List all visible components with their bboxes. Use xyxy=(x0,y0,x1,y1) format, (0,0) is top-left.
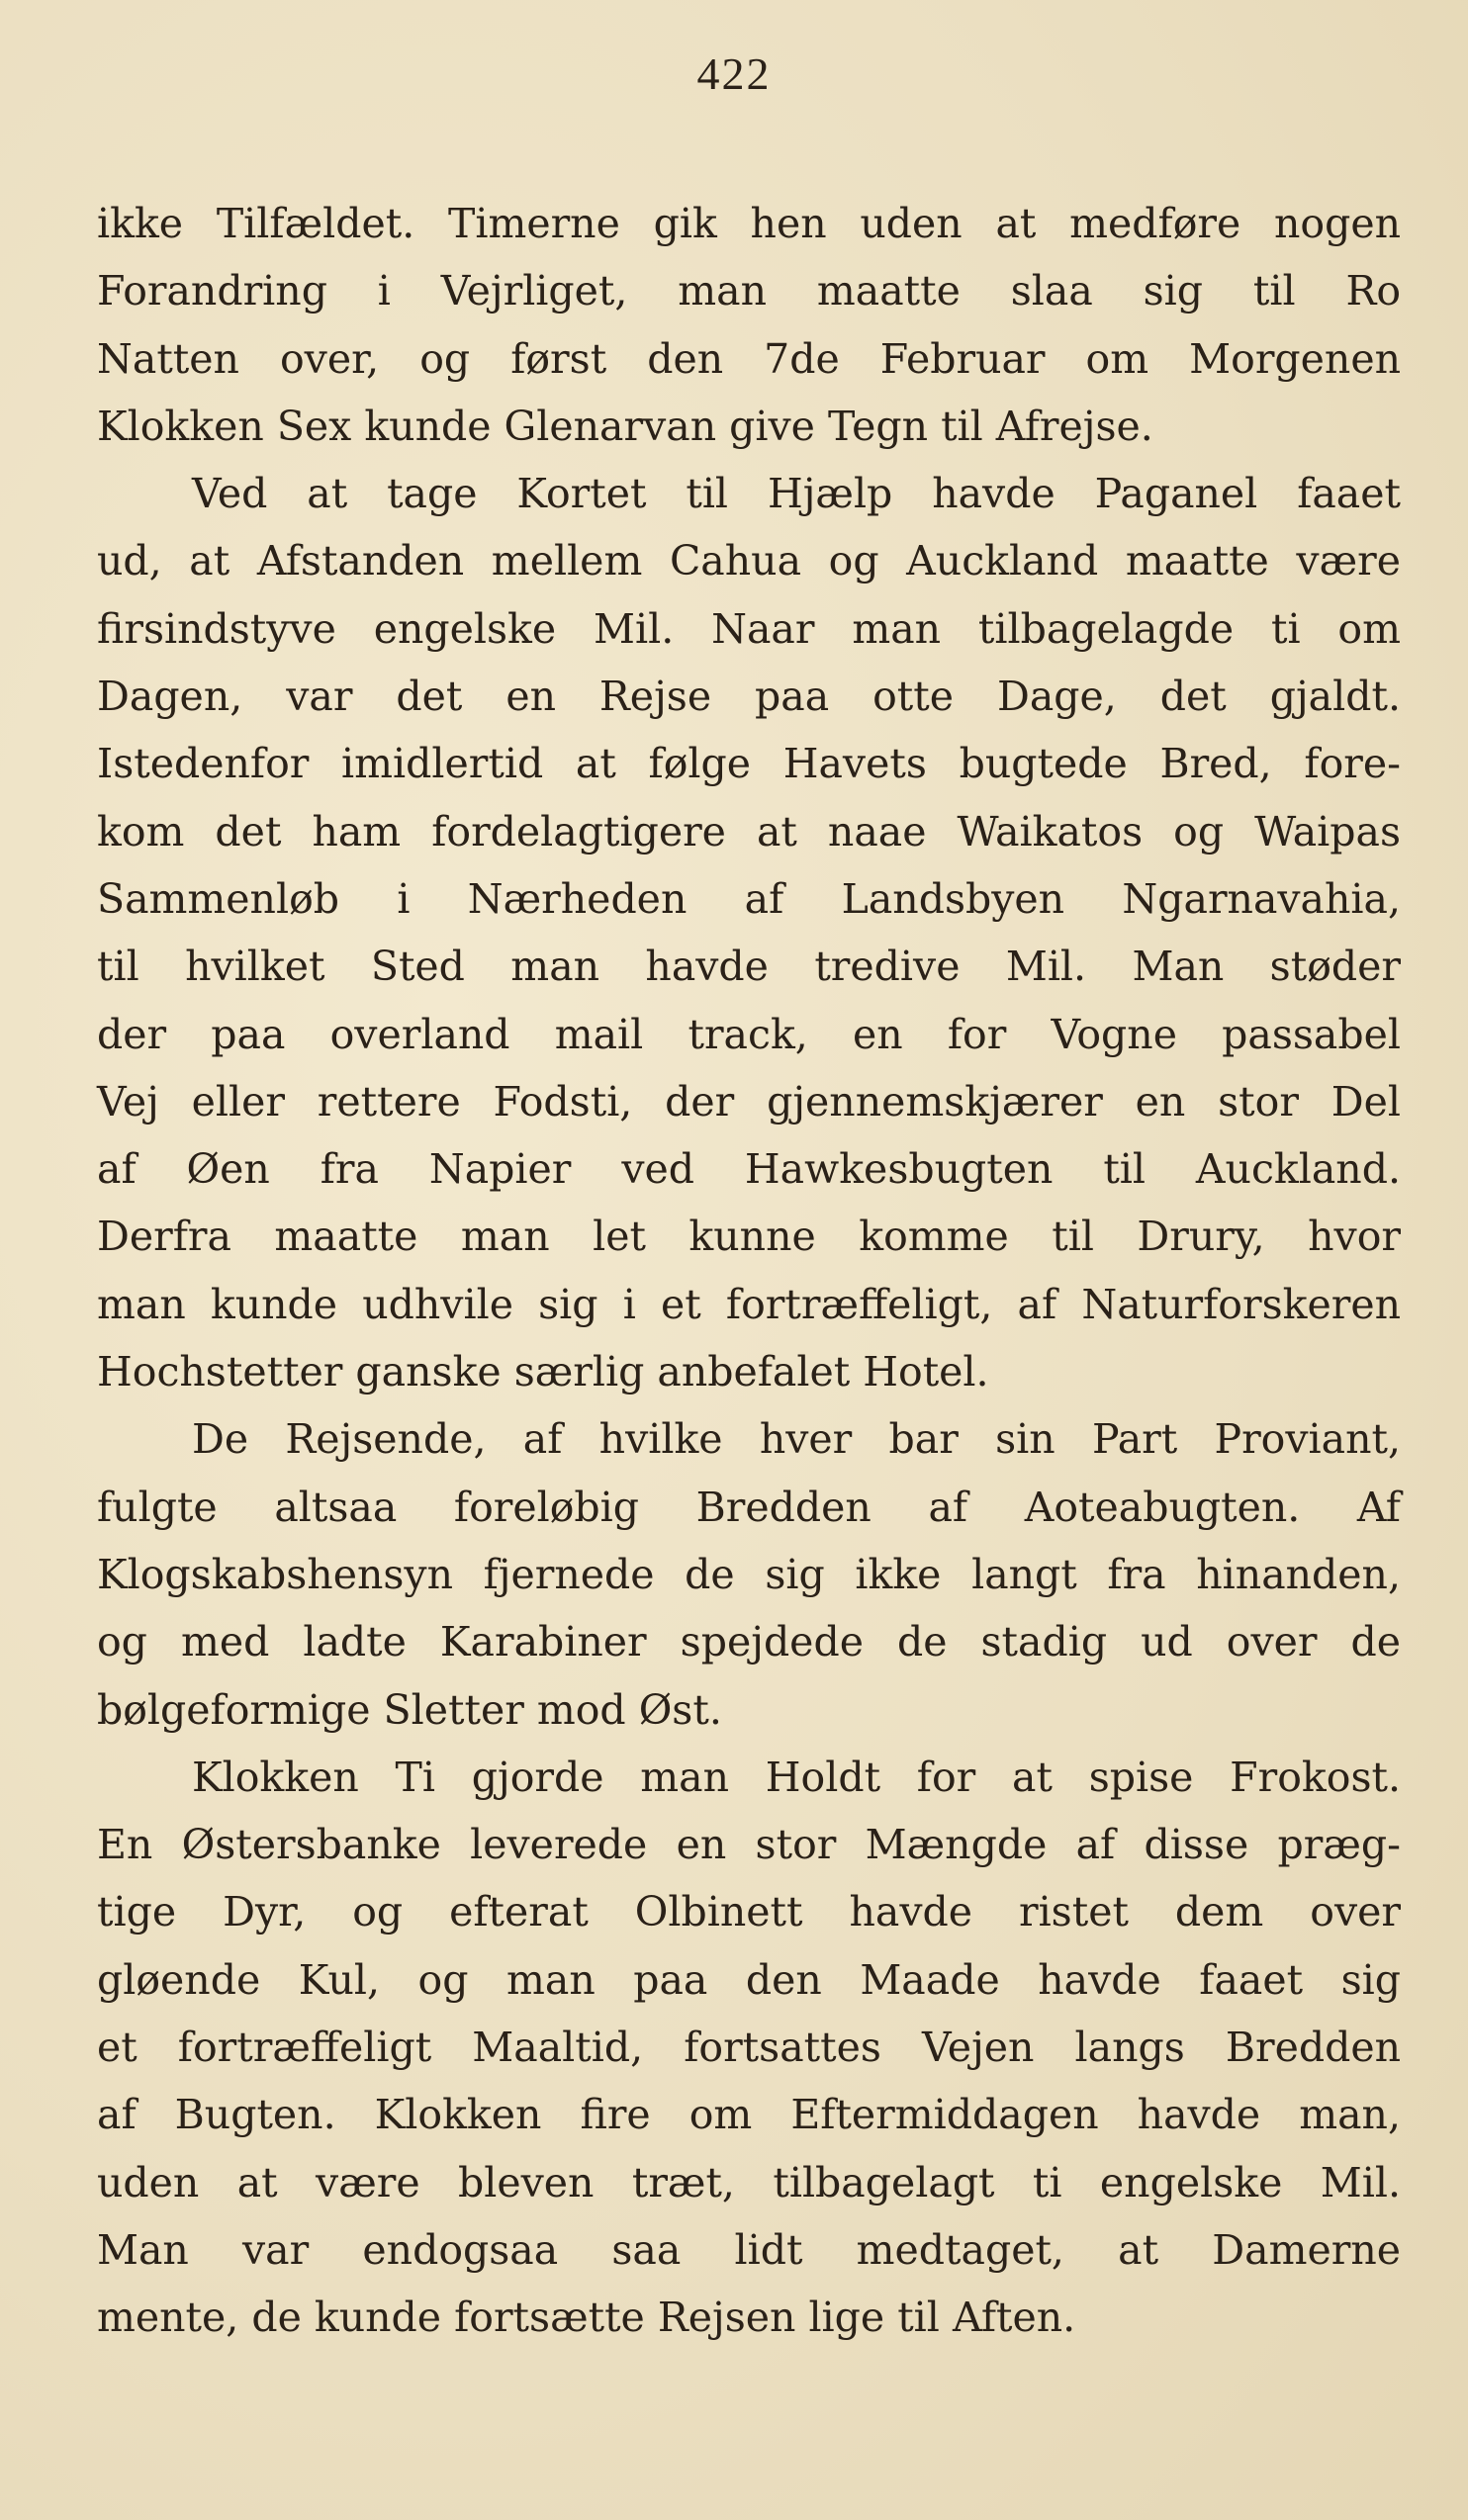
text-line: En Østersbanke leverede en stor Mængde af disse præg- xyxy=(97,1821,1401,1869)
text-line: tige Dyr, og efterat Olbinett havde ristet dem over xyxy=(97,1888,1401,1936)
text-line: ud, at Afstanden mellem Cahua og Auckland maatte være xyxy=(97,537,1401,585)
text-line: Dagen, var det en Rejse paa otte Dage, det gjaldt. xyxy=(97,673,1401,721)
text-line: Man var endogsaa saa lidt medtaget, at Damerne xyxy=(97,2225,1401,2274)
text-line: uden at være bleven træt, tilbagelagt ti engelske Mil. xyxy=(97,2158,1401,2206)
text-line: Derfra maatte man let kunne komme til Drury, hvor xyxy=(97,1213,1401,1261)
text-line: mente, de kunde fortsætte Rejsen lige til Aften. xyxy=(97,2294,1076,2342)
text-line: gløende Kul, og man paa den Maade havde faaet sig xyxy=(97,1955,1401,2004)
text-line: ikke Tilfældet. Timerne gik hen uden at medføre nogen xyxy=(97,200,1401,247)
text-line: Natten over, og først den 7de Februar om Morgenen xyxy=(97,334,1401,383)
text-line: Klogskabshensyn fjernede de sig ikke langt fra hinanden, xyxy=(97,1550,1401,1598)
page-number: 422 xyxy=(696,48,772,99)
text-line: Ved at tage Kortet til Hjælp havde Paganel faaet xyxy=(192,470,1401,518)
body-text xyxy=(97,190,1401,2352)
text-line: til hvilket Sted man havde tredive Mil. Man støder xyxy=(97,943,1401,991)
text-line: Istedenfor imidlertid at følge Havets bugtede Bred, fore- xyxy=(97,740,1401,788)
text-line: Klokken Sex kunde Glenarvan give Tegn til Afrejse. xyxy=(97,402,1153,450)
text-line: et fortræffeligt Maaltid, fortsattes Vejen langs Bredden xyxy=(97,2024,1401,2072)
text-line: der paa overland mail track, en for Vogne passabel xyxy=(97,1010,1401,1058)
text-line: bølgeformige Sletter mod Øst. xyxy=(97,1685,722,1734)
text-line: af Bugten. Klokken fire om Eftermiddagen havde man, xyxy=(97,2091,1401,2139)
text-line: Vej eller rettere Fodsti, der gjennemskjærer en stor Del xyxy=(97,1077,1401,1125)
text-line: fulgte altsaa foreløbig Bredden af Aoteabugten. Af xyxy=(97,1483,1401,1531)
text-line: De Rejsende, af hvilke hver bar sin Part Proviant, xyxy=(192,1415,1401,1464)
text-line: Klokken Ti gjorde man Holdt for at spise Frokost. xyxy=(192,1753,1401,1801)
text-line: Sammenløb i Nærheden af Landsbyen Ngarnavahia, xyxy=(97,874,1401,923)
text-line: Forandring i Vejrliget, man maatte slaa sig til Ro xyxy=(97,267,1401,315)
text-line: firsindstyve engelske Mil. Naar man tilbagelagde ti om xyxy=(97,604,1401,653)
text-line: og med ladte Karabiner spejdede de stadig ud over de xyxy=(97,1618,1401,1666)
text-line: Hochstetter ganske særlig anbefalet Hotel. xyxy=(97,1348,989,1396)
text-line: man kunde udhvile sig i et fortræffeligt, af Naturforskeren xyxy=(97,1280,1401,1328)
text-line: af Øen fra Napier ved Hawkesbugten til Auckland. xyxy=(97,1145,1401,1194)
text-line: kom det ham fordelagtigere at naae Waikatos og Waipas xyxy=(97,807,1401,855)
